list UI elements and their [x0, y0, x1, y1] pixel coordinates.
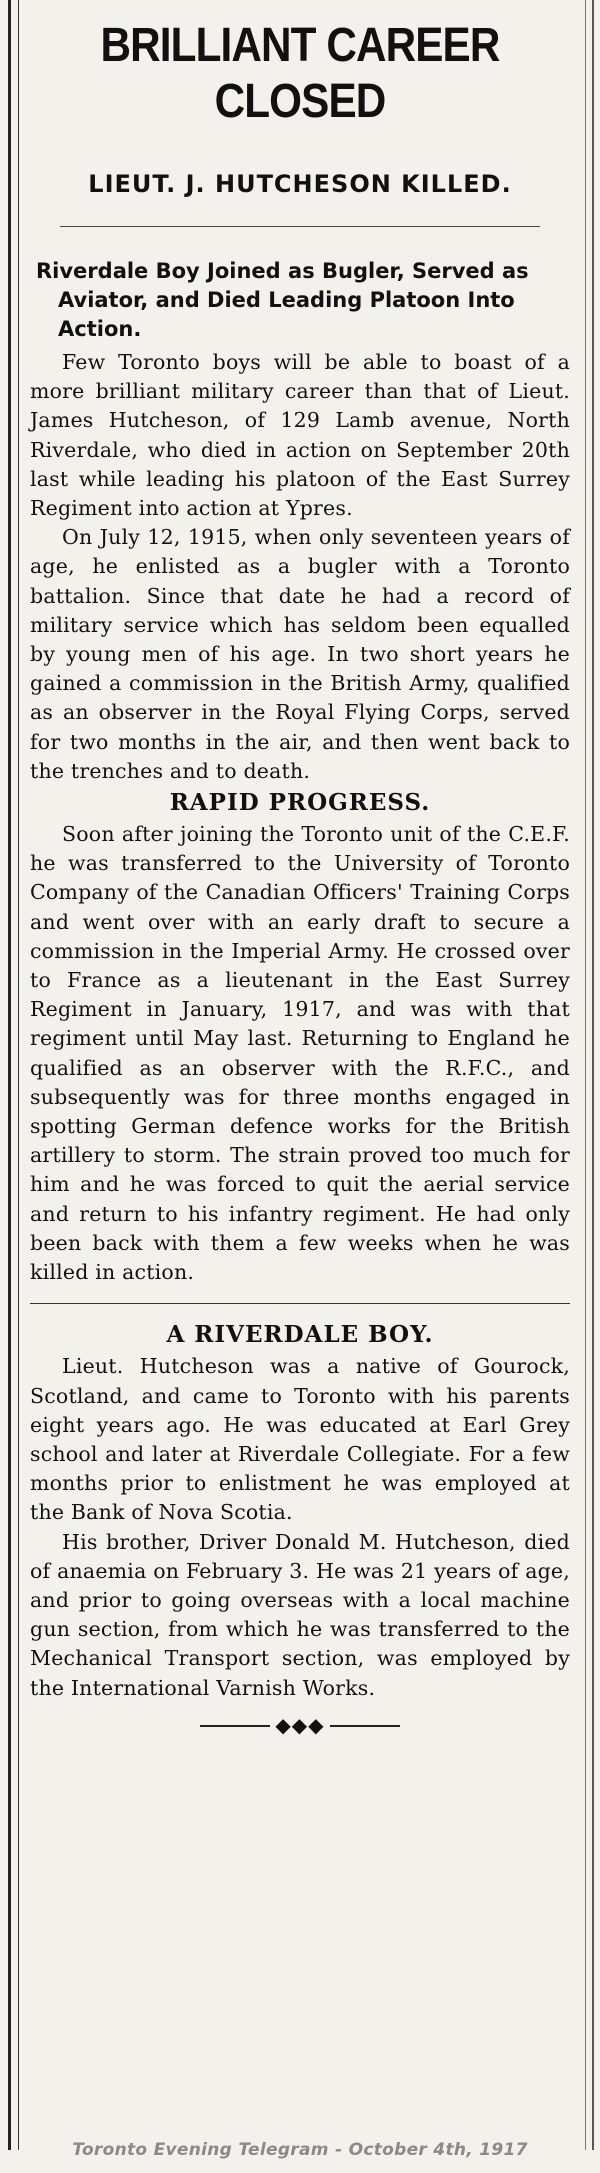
headline: BRILLIANT CAREER CLOSED [100, 19, 500, 128]
ornament-dots-icon: ◆◆◆ [275, 1712, 325, 1737]
paragraph-riverdale-1: Lieut. Hutcheson was a native of Gourock, Scotland, and came to Toronto with his parents eight years ago. He was educated at Earl Grey school and later at Riverdale Collegiate. For a few months prior to enlistment he was employed at the Bank of Nova Scotia. [30, 1354, 570, 1525]
column-rule-left-thin [18, 0, 19, 2150]
section-divider [30, 1303, 570, 1304]
source-caption: Toronto Evening Telegram - October 4th, 1917 [72, 2140, 528, 2160]
paragraph-riverdale-2: His brother, Driver Donald M. Hutcheson, died of anaemia on February 3. He was 21 years of age, and prior to going overseas with a local machine gun section, from which he was transferred to the Mechanical Transport section, was employed by the International Varnish Works. [30, 1529, 570, 1700]
column-rule-left [8, 0, 11, 2150]
section-heading-rapid-progress: RAPID PROGRESS. [169, 789, 431, 817]
column-rule-right-thin [585, 0, 586, 2150]
column-rule-right [592, 0, 594, 2150]
paragraph-intro-2: On July 12, 1915, when only seventeen years of age, he enlisted as a bugler with a Toronto battalion. Since that date he had a record of military service which has seldom been equalled by young men of his age. In two short years he gained a commission in the British Army, qualified as an observer in the Royal Flying Corps, served for two months in the air, and then went back to the trenches and to death. [30, 525, 570, 783]
subheadline: LIEUT. J. HUTCHESON KILLED. [88, 170, 512, 198]
article-column [30, 0, 570, 1737]
paragraph-intro-1: Few Toronto boys will be able to boast of a more brilliant military career than that of Lieut. James Hutcheson, of 129 Lamb avenue, North Riverdale, who died in action on September 20th last while leading his platoon of the East Surrey Regiment into action at Ypres. [30, 350, 570, 521]
section-heading-riverdale-boy: A RIVERDALE BOY. [166, 1321, 434, 1349]
divider [60, 226, 540, 227]
deck: Riverdale Boy Joined as Bugler, Served as Aviator, and Died Leading Platoon Into Action. [36, 259, 529, 341]
end-ornament [30, 1712, 570, 1737]
paragraph-rapid-progress: Soon after joining the Toronto unit of the C.E.F. he was transferred to the University of Toronto Company of the Canadian Officers' Training Corps and went over with an early draft to secure a commission in the Imperial Army. He crossed over to France as a lieutenant in the East Surrey Regiment in January, 1917, and was with that regiment until May last. Returning to England he qualified as an observer with the R.F.C., and subsequently was for three months engaged in spotting German defence works for the British artillery to storm. The strain proved too much for him and he was forced to quit the aerial service and return to his infantry regiment. He had only been back with them a few weeks when he was killed in action. [30, 822, 570, 1285]
